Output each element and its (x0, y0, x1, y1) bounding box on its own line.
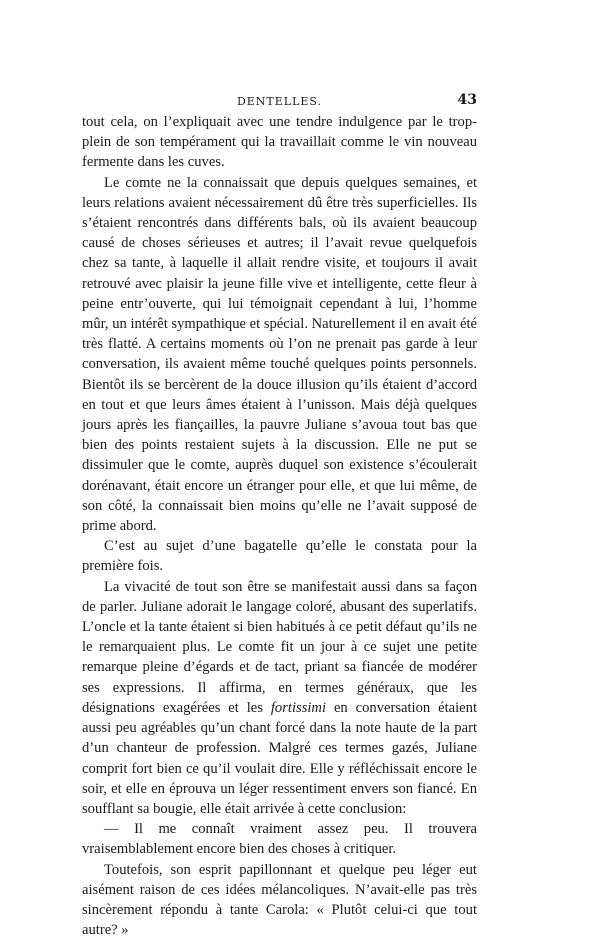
paragraph-vivacite (82, 577, 477, 819)
italic-fortissimi: fortissimi (270, 699, 327, 716)
paragraph-toutefois: Toutefois, son esprit papillonnant et quelque peu léger eut aisément raison de ces idées mélancoliques. N’avait-elle pas très sincèrement répondu à tante Carola: « Plutôt celui-ci que tout autre? » (82, 861, 477, 939)
running-head (82, 92, 477, 112)
paragraph-dialogue: — Il me connaît vraiment assez peu. Il trouvera vraisemblablement encore bien des choses à critiquer. (82, 821, 477, 858)
page-number: 43 (457, 92, 477, 108)
paragraph-vivacite-part1: La vivacité de tout son être se manifestait aussi dans sa façon de parler. Juliane adorait le langage coloré, abusant des superlatifs. L’oncle et la tante étaient si bien habitués à ce petit défaut qu’ils ne le remarquaient plus. Le comte fit un jour à ce sujet une petite remarque pleine d’égards et de tact, priant sa fiancée de modérer ses expressions. Il affirma, en termes généraux, que les désignations exagérées et les (82, 578, 477, 716)
body-text (82, 112, 477, 940)
paragraph-comte: Le comte ne la connaissait que depuis quelques semaines, et leurs relations avaient nécessairement dû être très superficielles. Ils s’étaient rencontrés dans différents bals, où ils avaient beaucoup causé de choses sérieuses et autres; il l’avait revue quelquefois chez sa tante, à laquelle il allait rendre visite, et toujours il avait retrouvé avec plaisir la jeune fille vive et intelligente, cette fleur à peine entr’ouverte, qui lui témoignait cependant à lui, l’homme mûr, un intérêt sympathique et spécial. Naturellement il en avait été très flatté. A certains moments où l’on ne prenait pas garde à leur conversation, ils avaient même touché quelques points personnels. Bientôt ils se bercèrent de la douce illusion qu’ils étaient d’accord en tout et que leurs âmes étaient à l’unisson. Mais déjà quelques jours après les fiançailles, la pauvre Juliane s’avoua tout bas que bien des points restaient sujets à la discussion. Elle ne put se dissimuler que le comte, auprès duquel son existence s’écoulerait dorénavant, était encore un étranger pour elle, et que lui même, de son côté, la connaissait bien moins qu’elle ne l’avait supposé de prime abord. (82, 174, 477, 535)
paragraph-bagatelle: C’est au sujet d’une bagatelle qu’elle le constata pour la première fois. (82, 538, 477, 575)
paragraph-continuation: tout cela, on l’expliquait avec une tendre indulgence par le trop-plein de son tempérament qui la travaillait comme le vin nouveau fermente dans les cuves. (82, 114, 477, 171)
paragraph-vivacite-part2: en conversation étaient aussi peu agréables qu’un chant forcé dans la note haute de la part d’un chanteur de profession. Malgré ces termes gazés, Juliane comprit fort bien ce qu’il voulait dire. Elle y réfléchissait encore le soir, et elle en éprouva un léger ressentiment envers son fiancé. En soufflant sa bougie, elle était arrivée à cette conclusion: (82, 699, 477, 817)
running-title: DENTELLES. (236, 95, 323, 108)
